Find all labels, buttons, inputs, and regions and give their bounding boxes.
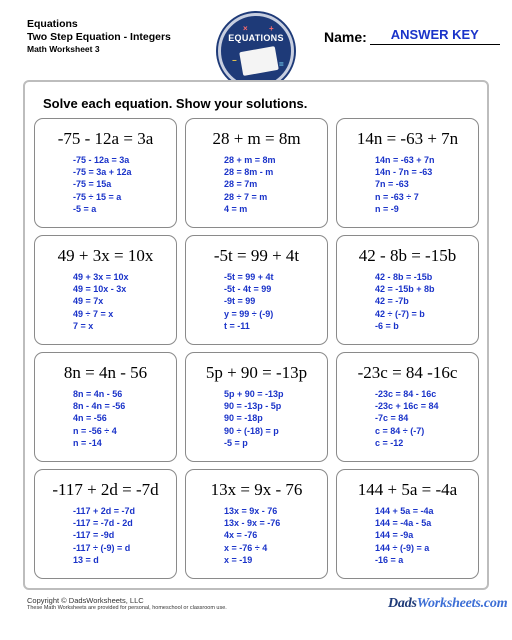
problem-equation: -23c = 84 -16c: [357, 363, 458, 382]
solution-steps: [186, 388, 327, 449]
solution-steps: [337, 154, 478, 215]
solution-step: 49 ÷ 7 = x: [73, 308, 114, 319]
solution-step: n = -14: [73, 437, 102, 448]
solution-step: -117 = -9d: [73, 530, 115, 541]
solution-step: c = 84 ÷ (-7): [375, 425, 425, 436]
solution-step: 28 = 7m: [224, 179, 258, 190]
problem-equation: 14n = -63 + 7n: [356, 129, 459, 148]
solution-step: -75 ÷ 15 = a: [73, 191, 122, 202]
instructions: Solve each equation. Show your solutions.: [43, 96, 308, 111]
solution-step: 13 = d: [73, 554, 99, 565]
answer-key-label: ANSWER KEY: [390, 27, 479, 42]
problem-card: [34, 469, 177, 579]
solution-step: 13x = 9x - 76: [224, 506, 278, 516]
solution-step: 42 = -15b + 8b: [375, 284, 435, 295]
solution-step: 7 = x: [73, 320, 94, 331]
solution-step: -16 = a: [375, 554, 404, 565]
problem-card: [34, 352, 177, 462]
solution-step: 90 = -13p - 5p: [224, 401, 282, 412]
solution-step: 49 + 3x = 10x: [73, 272, 129, 282]
solution-step: y = 99 ÷ (-9): [224, 308, 274, 319]
problem-card: [185, 469, 328, 579]
solution-step: x = -19: [224, 554, 253, 565]
solution-steps: [186, 271, 327, 332]
solution-step: 4x = -76: [224, 530, 258, 541]
logo-text: EQUATIONS: [228, 33, 284, 43]
minus-symbol-icon: −: [232, 56, 237, 65]
problem-card: [34, 118, 177, 228]
solution-step: -5 = a: [73, 203, 97, 214]
worksheet-subtitle: Two Step Equation - Integers: [27, 30, 171, 43]
problem-card: [336, 235, 479, 345]
worksheet-frame: [23, 80, 489, 590]
problem-card: [336, 352, 479, 462]
name-line: [370, 26, 500, 45]
problem-card: [185, 118, 328, 228]
solution-step: -5t - 4t = 99: [224, 284, 272, 295]
notepad-icon: [239, 46, 279, 76]
problem-equation: 5p + 90 = -13p: [205, 363, 308, 382]
solution-step: -75 - 12a = 3a: [73, 155, 130, 165]
solution-step: 42 ÷ (-7) = b: [375, 308, 425, 319]
footer: [27, 596, 227, 612]
solution-step: 42 = -7b: [375, 296, 409, 307]
solution-step: 8n = 4n - 56: [73, 389, 123, 399]
problem-card: [336, 118, 479, 228]
solution-steps: [35, 154, 176, 215]
solution-step: 28 = 8m - m: [224, 167, 274, 178]
problem-equation: -75 - 12a = 3a: [57, 129, 154, 148]
problem-equation: 144 + 5a = -4a: [357, 480, 458, 499]
solution-step: 90 = -18p: [224, 413, 263, 424]
solution-steps: [35, 388, 176, 449]
copyright: Copyright © DadsWorksheets, LLC: [27, 596, 144, 605]
solution-step: 144 + 5a = -4a: [375, 506, 434, 516]
equations-logo: [218, 13, 294, 89]
solution-step: 8n - 4n = -56: [73, 401, 126, 412]
times-symbol-icon: ×: [243, 24, 248, 33]
problem-equation: 42 - 8b = -15b: [358, 246, 457, 265]
usage-notice: These Math Worksheets are provided for personal, homeschool or classroom use.: [27, 605, 227, 612]
solution-step: c = -12: [375, 437, 404, 448]
problem-card: [185, 352, 328, 462]
problem-card: [336, 469, 479, 579]
solution-steps: [186, 154, 327, 215]
problem-equation: -5t = 99 + 4t: [213, 246, 300, 265]
solution-step: 49 = 10x - 3x: [73, 284, 127, 295]
brand-logo: [388, 596, 507, 612]
solution-step: 28 ÷ 7 = m: [224, 191, 268, 202]
solution-step: -75 = 3a + 12a: [73, 167, 132, 178]
solution-step: 4n = -56: [73, 413, 107, 424]
problem-equation: 49 + 3x = 10x: [57, 246, 154, 265]
solution-steps: [337, 505, 478, 566]
problem-equation: 28 + m = 8m: [212, 129, 301, 148]
name-label: Name:: [324, 29, 367, 45]
solution-step: 4 = m: [224, 203, 248, 214]
problem-equation: 8n = 4n - 56: [63, 363, 148, 382]
solution-step: -23c = 84 - 16c: [375, 389, 437, 399]
solution-step: -117 ÷ (-9) = d: [73, 542, 131, 553]
solution-step: 49 = 7x: [73, 296, 104, 307]
solution-steps: [35, 505, 176, 566]
problem-equation: 13x = 9x - 76: [210, 480, 303, 499]
plus-symbol-icon: +: [269, 24, 274, 33]
solution-steps: [337, 271, 478, 332]
worksheet-number: Math Worksheet 3: [27, 44, 100, 55]
solution-step: 144 = -9a: [375, 530, 414, 541]
worksheet-title: Equations: [27, 18, 78, 30]
solution-step: n = -9: [375, 203, 399, 214]
solution-step: 42 - 8b = -15b: [375, 272, 433, 282]
name-field: [324, 26, 500, 45]
solution-step: 13x - 9x = -76: [224, 518, 281, 529]
solution-step: 5p + 90 = -13p: [224, 389, 284, 399]
solution-step: -7c = 84: [375, 413, 409, 424]
solution-step: 14n = -63 + 7n: [375, 155, 435, 165]
solution-step: -6 = b: [375, 320, 399, 331]
solution-step: -5t = 99 + 4t: [224, 272, 274, 282]
solution-steps: [35, 271, 176, 332]
problem-equation: -117 + 2d = -7d: [52, 480, 159, 499]
solution-step: 14n - 7n = -63: [375, 167, 433, 178]
problem-card: [34, 235, 177, 345]
solution-step: 28 + m = 8m: [224, 155, 276, 165]
solution-step: 7n = -63: [375, 179, 409, 190]
solution-step: -75 = 15a: [73, 179, 112, 190]
brand-suffix: Worksheets.com: [416, 596, 508, 611]
solution-step: 144 = -4a - 5a: [375, 518, 432, 529]
solution-steps: [186, 505, 327, 566]
brand-main: Dads: [388, 596, 417, 611]
solution-step: n = -56 ÷ 4: [73, 425, 117, 436]
solution-step: 90 ÷ (-18) = p: [224, 425, 279, 436]
solution-step: n = -63 ÷ 7: [375, 191, 419, 202]
solution-step: t = -11: [224, 320, 250, 331]
solution-step: -117 + 2d = -7d: [73, 506, 136, 516]
solution-step: -9t = 99: [224, 296, 256, 307]
worksheet-header: [27, 18, 171, 54]
equals-symbol-icon: =: [279, 60, 284, 69]
solution-step: x = -76 ÷ 4: [224, 542, 268, 553]
solution-step: -117 = -7d - 2d: [73, 518, 133, 529]
solution-steps: [337, 388, 478, 449]
problem-card: [185, 235, 328, 345]
solution-step: -5 = p: [224, 437, 248, 448]
solution-step: 144 ÷ (-9) = a: [375, 542, 430, 553]
solution-step: -23c + 16c = 84: [375, 401, 439, 412]
problem-grid: [34, 118, 480, 579]
